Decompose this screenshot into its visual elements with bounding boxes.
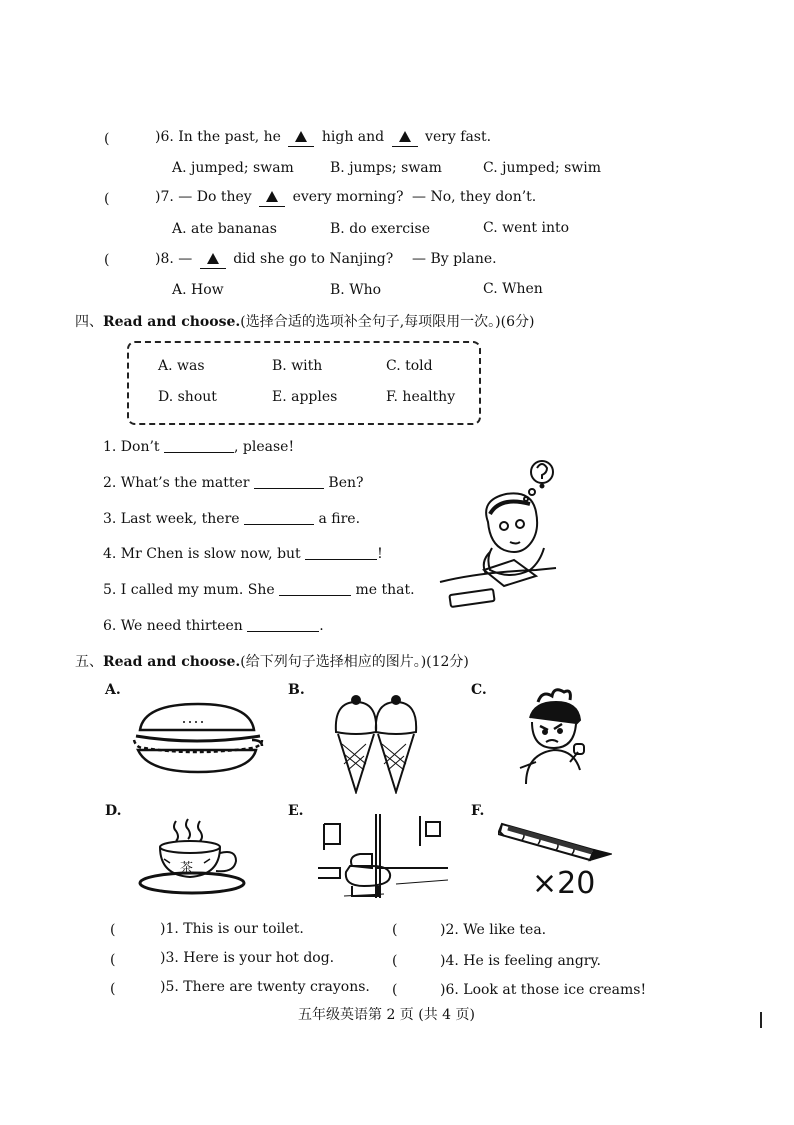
answer-blank[interactable] <box>247 619 319 632</box>
option-c[interactable]: C. When <box>483 281 543 297</box>
picture-label: C. <box>471 682 487 698</box>
answer-paren[interactable]: ( <box>110 981 116 997</box>
picture-label: D. <box>105 803 122 819</box>
answer-paren[interactable]: ( <box>392 953 398 969</box>
match-sentence-1: )1. This is our toilet. <box>160 921 304 937</box>
answer-blank[interactable] <box>254 476 324 489</box>
blank-marker-icon <box>392 129 418 147</box>
question-stem: )8. — did she go to Nanjing? <box>155 251 394 267</box>
question-reply: — No, they don’t. <box>412 189 537 205</box>
match-sentence-6: )6. Look at those ice creams! <box>440 982 647 998</box>
question-reply: — By plane. <box>412 251 497 267</box>
blank-marker-icon <box>200 251 226 269</box>
toilet-icon[interactable] <box>316 812 448 898</box>
answer-paren[interactable]: ( <box>104 252 110 268</box>
answer-blank[interactable] <box>164 440 234 453</box>
thinking-boy-icon <box>436 452 560 618</box>
answer-paren[interactable]: ( <box>110 922 116 938</box>
word-bank-option: D. shout <box>158 389 217 405</box>
fill-sentence-1: 1. Don’t , please! <box>103 439 295 455</box>
option-c[interactable]: C. went into <box>483 220 570 236</box>
word-bank-option: E. apples <box>272 389 338 405</box>
question-stem: )6. In the past, he high and very fast. <box>155 129 492 145</box>
fill-sentence-4: 4. Mr Chen is slow now, but ! <box>103 546 383 562</box>
picture-label: E. <box>288 803 304 819</box>
blank-marker-icon <box>288 129 314 147</box>
word-bank-option: C. told <box>386 358 433 374</box>
answer-paren[interactable]: ( <box>104 191 110 207</box>
option-a[interactable]: A. jumped; swam <box>172 160 294 176</box>
option-b[interactable]: B. do exercise <box>330 221 430 237</box>
word-bank-option: A. was <box>158 358 205 374</box>
hot-dog-icon[interactable] <box>132 700 264 774</box>
match-sentence-3: )3. Here is your hot dog. <box>160 950 335 966</box>
answer-paren[interactable]: ( <box>392 922 398 938</box>
word-bank-option: B. with <box>272 358 323 374</box>
answer-blank[interactable] <box>244 512 314 525</box>
teacup-icon[interactable] <box>136 815 252 897</box>
cup-text: 茶 <box>180 861 194 876</box>
word-bank-box <box>127 341 481 425</box>
page-footer: 五年级英语第 2 页 (共 4 页) <box>298 1007 475 1023</box>
question-stem: )7. — Do they every morning? <box>155 189 404 205</box>
scan-edge-mark <box>760 1012 762 1028</box>
section-5-title: 五、Read and choose.(给下列句子选择相应的图片。)(12分) <box>75 654 469 670</box>
answer-blank[interactable] <box>305 547 377 560</box>
picture-label: B. <box>288 682 305 698</box>
match-sentence-2: )2. We like tea. <box>440 922 547 938</box>
answer-paren[interactable]: ( <box>104 131 110 147</box>
angry-boy-icon[interactable] <box>516 688 586 788</box>
picture-label: A. <box>105 682 121 698</box>
crayon-count: ×20 <box>532 866 596 901</box>
picture-label: F. <box>471 803 485 819</box>
option-a[interactable]: A. How <box>172 282 224 298</box>
option-b[interactable]: B. jumps; swam <box>330 160 442 176</box>
match-sentence-4: )4. He is feeling angry. <box>440 953 601 969</box>
word-bank-option: F. healthy <box>386 389 456 405</box>
blank-marker-icon <box>259 189 285 207</box>
crayon-icon[interactable] <box>498 814 612 862</box>
match-sentence-5: )5. There are twenty crayons. <box>160 979 370 995</box>
section-4-title: 四、Read and choose.(选择合适的选项补全句子,每项限用一次。)(6分) <box>75 314 535 330</box>
answer-blank[interactable] <box>279 583 351 596</box>
answer-paren[interactable]: ( <box>392 982 398 998</box>
option-b[interactable]: B. Who <box>330 282 382 298</box>
fill-sentence-5: 5. I called my mum. She me that. <box>103 582 415 598</box>
fill-sentence-3: 3. Last week, there a fire. <box>103 511 361 527</box>
fill-sentence-6: 6. We need thirteen . <box>103 618 324 634</box>
fill-sentence-2: 2. What’s the matter Ben? <box>103 475 364 491</box>
option-a[interactable]: A. ate bananas <box>172 221 277 237</box>
answer-paren[interactable]: ( <box>110 952 116 968</box>
option-c[interactable]: C. jumped; swim <box>483 160 602 176</box>
ice-cream-icon[interactable] <box>330 694 420 794</box>
